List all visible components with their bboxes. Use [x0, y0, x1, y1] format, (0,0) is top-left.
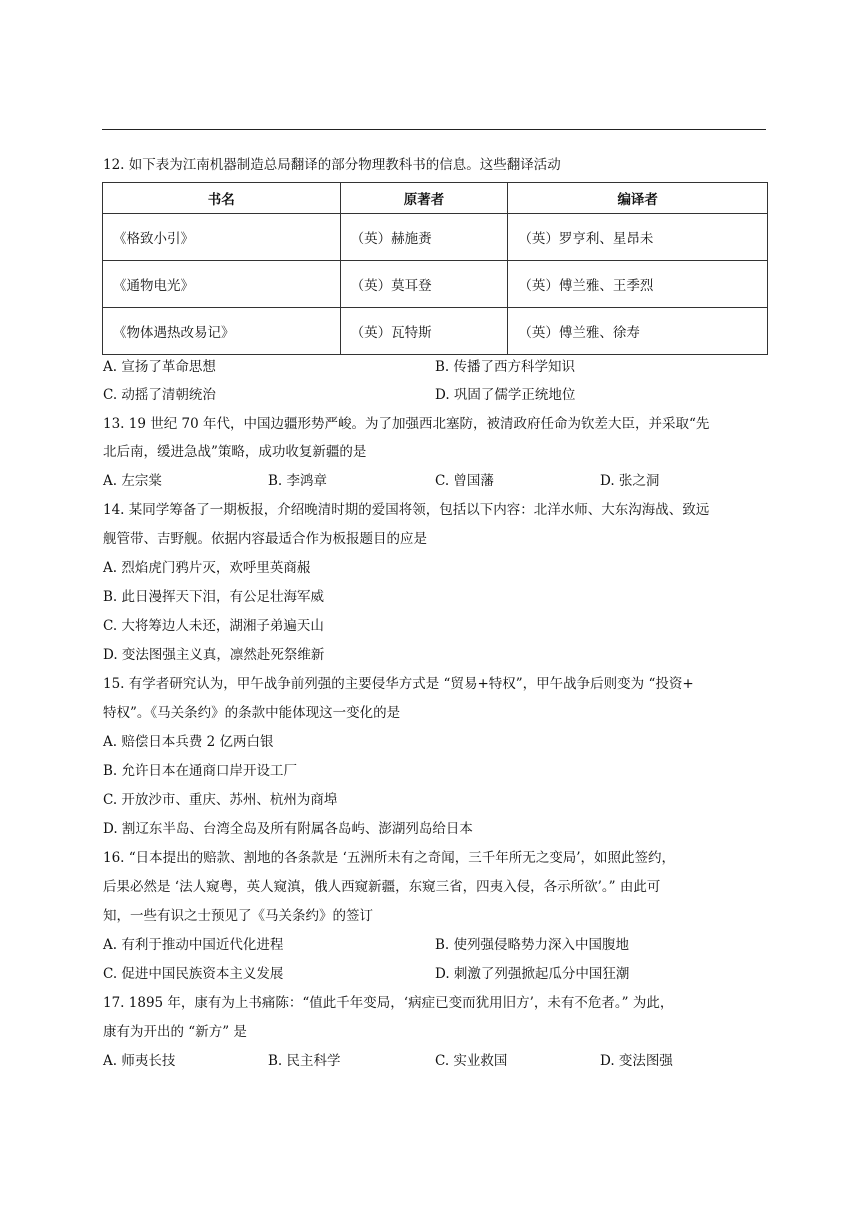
table-cell: （英）赫施赉 — [340, 214, 508, 261]
q12-table — [102, 182, 768, 355]
q17-option-d[interactable]: D. 变法图强 — [600, 1053, 673, 1069]
q14-stem-line: 舰管带、吉野舰。依据内容最适合作为板报题目的应是 — [103, 531, 427, 547]
table-header-row — [103, 183, 768, 214]
q16-stem-line: 16. “日本提出的赔款、割地的各条款是 ‘五洲所未有之奇闻，三千年所无之变局’，如照此签约， — [103, 850, 676, 866]
table-cell: （英）莫耳登 — [340, 261, 508, 308]
q13-option-c[interactable]: C. 曾国藩 — [435, 473, 494, 489]
table-cell: 《物体遇热改易记》 — [103, 308, 341, 355]
q15-option-b[interactable]: B. 允许日本在通商口岸开设工厂 — [103, 763, 298, 779]
q16-stem-line: 后果必然是 ‘法人窥粤，英人窥滇，俄人西窥新疆，东窥三省，四夷入侵，各示所欲’。” 由此可 — [103, 879, 661, 895]
q13-option-d[interactable]: D. 张之洞 — [600, 473, 660, 489]
table-header-cell: 原著者 — [340, 183, 508, 214]
q14-option-a[interactable]: A. 烈焰虎门鸦片灭，欢呼里英商赧 — [103, 560, 311, 576]
q12-option-c[interactable]: C. 动摇了清朝统治 — [103, 387, 216, 403]
q13-option-a[interactable]: A. 左宗棠 — [103, 473, 162, 489]
table-cell: （英）傅兰雅、徐寿 — [508, 308, 768, 355]
q16-stem-line: 知，一些有识之士预见了《马关条约》的签订 — [103, 908, 373, 924]
q15-stem-line: 特权”。《马关条约》的条款中能体现这一变化的是 — [103, 705, 401, 721]
table-cell: （英）罗亨利、星昂未 — [508, 214, 768, 261]
q14-stem-line: 14. 某同学筹备了一期板报，介绍晚清时期的爱国将领，包括以下内容：北洋水师、大东沟海战、致远 — [103, 502, 710, 518]
q17-option-b[interactable]: B. 民主科学 — [268, 1053, 341, 1069]
q15-option-c[interactable]: C. 开放沙市、重庆、苏州、杭州为商埠 — [103, 792, 338, 808]
table-row — [103, 308, 768, 355]
q15-stem-line: 15. 有学者研究认为，甲午战争前列强的主要侵华方式是 “贸易+特权”，甲午战争后则变为 “投资+ — [103, 676, 694, 692]
table-cell: （英）瓦特斯 — [340, 308, 508, 355]
q17-stem-line: 康有为开出的 “新方” 是 — [103, 1024, 247, 1040]
q14-option-b[interactable]: B. 此日漫挥天下泪，有公足壮海军威 — [103, 589, 325, 605]
header-rule — [102, 129, 766, 130]
q12-stem: 12. 如下表为江南机器制造总局翻译的部分物理教科书的信息。这些翻译活动 — [103, 157, 561, 173]
q17-stem-line: 17. 1895 年，康有为上书痛陈：“值此千年变局，‘病症已变而犹用旧方’，未有不危者。” 为此， — [103, 995, 674, 1011]
q12-option-a[interactable]: A. 宣扬了革命思想 — [103, 359, 216, 375]
q16-option-c[interactable]: C. 促进中国民族资本主义发展 — [103, 966, 284, 982]
q12-option-b[interactable]: B. 传播了西方科学知识 — [435, 359, 576, 375]
q17-option-c[interactable]: C. 实业救国 — [435, 1053, 508, 1069]
table-row — [103, 214, 768, 261]
table-cell: （英）傅兰雅、王季烈 — [508, 261, 768, 308]
q13-stem-line: 北后南，缓进急战”策略，成功收复新疆的是 — [103, 444, 367, 460]
q15-option-a[interactable]: A. 赔偿日本兵费 2 亿两白银 — [103, 734, 274, 750]
q13-option-b[interactable]: B. 李鸿章 — [268, 473, 328, 489]
table-row — [103, 261, 768, 308]
q14-option-d[interactable]: D. 变法图强主义真，凛然赴死祭维新 — [103, 647, 325, 663]
q13-stem-line: 13. 19 世纪 70 年代，中国边疆形势严峻。为了加强西北塞防，被清政府任命为钦差大臣，并采取“先 — [103, 416, 710, 432]
table-header-cell: 书名 — [103, 183, 341, 214]
table-cell: 《通物电光》 — [103, 261, 341, 308]
q14-option-c[interactable]: C. 大将筹边人未还，湖湘子弟遍天山 — [103, 618, 324, 634]
q17-option-a[interactable]: A. 师夷长技 — [103, 1053, 176, 1069]
table-cell: 《格致小引》 — [103, 214, 341, 261]
q15-option-d[interactable]: D. 割辽东半岛、台湾全岛及所有附属各岛屿、澎湖列岛给日本 — [103, 821, 473, 837]
q12-option-d[interactable]: D. 巩固了儒学正统地位 — [435, 387, 576, 403]
q16-option-d[interactable]: D. 刺激了列强掀起瓜分中国狂潮 — [435, 966, 630, 982]
q16-option-a[interactable]: A. 有利于推动中国近代化进程 — [103, 937, 284, 953]
q16-option-b[interactable]: B. 使列强侵略势力深入中国腹地 — [435, 937, 630, 953]
table-header-cell: 编译者 — [508, 183, 768, 214]
